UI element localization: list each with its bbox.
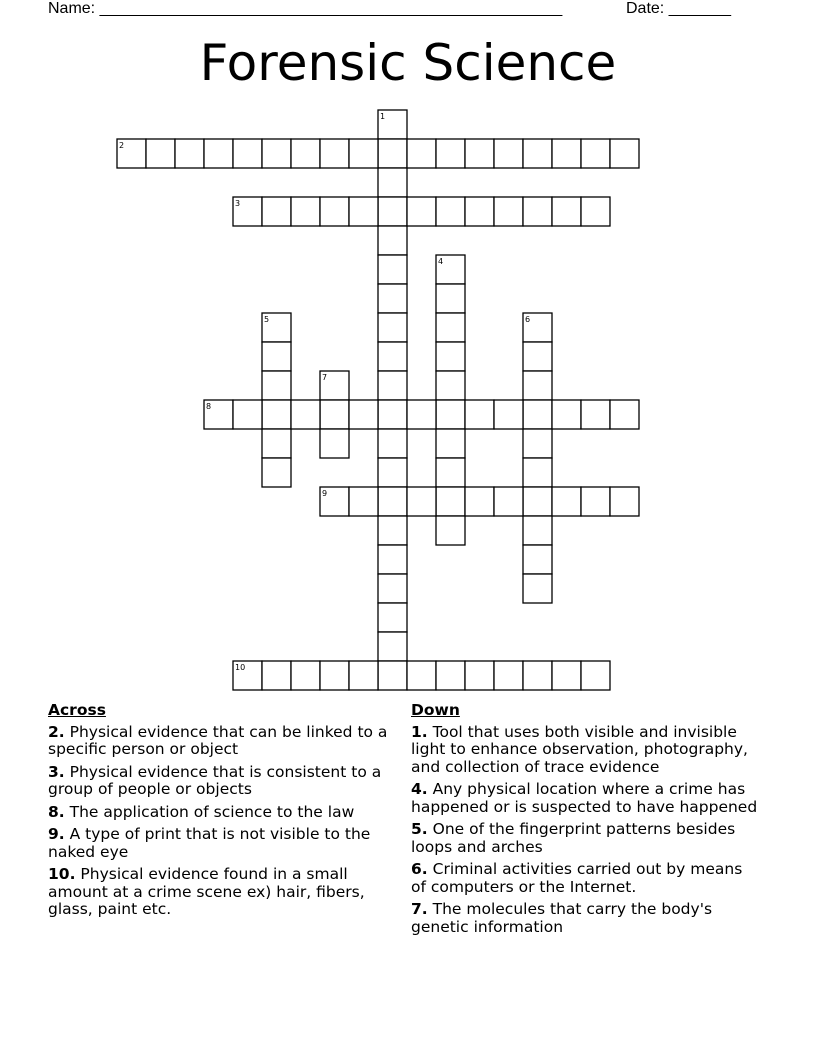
grid-cell[interactable] xyxy=(436,487,465,516)
grid-cell[interactable] xyxy=(436,458,465,487)
grid-cell[interactable] xyxy=(349,400,378,429)
grid-cell[interactable] xyxy=(262,342,291,371)
cell-number: 7 xyxy=(322,373,328,382)
cell-number: 5 xyxy=(264,315,270,324)
grid-cell[interactable] xyxy=(581,197,610,226)
grid-cell[interactable] xyxy=(523,574,552,603)
grid-cell[interactable] xyxy=(262,139,291,168)
grid-cell[interactable] xyxy=(378,284,407,313)
grid-cell[interactable] xyxy=(320,429,349,458)
grid-cell[interactable] xyxy=(407,487,436,516)
grid-cell[interactable] xyxy=(523,342,552,371)
grid-cell[interactable] xyxy=(291,661,320,690)
grid-cell[interactable] xyxy=(610,400,639,429)
grid-cell[interactable] xyxy=(378,487,407,516)
grid-cell[interactable] xyxy=(407,139,436,168)
grid-cell[interactable] xyxy=(523,197,552,226)
grid-cell[interactable] xyxy=(262,371,291,400)
grid-cell[interactable] xyxy=(378,313,407,342)
grid-cell[interactable] xyxy=(523,371,552,400)
clue-item: 3. Physical evidence that is consistent to a group of people or objects xyxy=(48,762,382,798)
cell-number: 8 xyxy=(206,402,212,411)
grid-cell[interactable] xyxy=(494,400,523,429)
grid-cell[interactable] xyxy=(320,197,349,226)
grid-cell[interactable] xyxy=(407,197,436,226)
grid-cell[interactable] xyxy=(465,661,494,690)
grid-cell[interactable] xyxy=(407,661,436,690)
clue-item: 5. One of the fingerprint patterns besides loops and arches xyxy=(411,820,736,856)
grid-cell[interactable] xyxy=(146,139,175,168)
clue-item: 8. The application of science to the law xyxy=(48,802,355,821)
grid-cell[interactable] xyxy=(465,197,494,226)
grid-cell[interactable] xyxy=(262,197,291,226)
grid-cell[interactable] xyxy=(175,139,204,168)
grid-cell[interactable] xyxy=(465,400,494,429)
grid-cell[interactable] xyxy=(523,139,552,168)
clue-item: 1. Tool that uses both visible and invisible light to enhance observation, photography, and collection of trace evidence xyxy=(411,722,748,776)
grid-cell[interactable] xyxy=(436,661,465,690)
grid-cell[interactable] xyxy=(262,661,291,690)
grid-cell[interactable] xyxy=(262,458,291,487)
grid-cell[interactable] xyxy=(378,661,407,690)
grid-cell[interactable] xyxy=(204,139,233,168)
across-heading: Across xyxy=(48,701,106,719)
grid-cell[interactable] xyxy=(378,429,407,458)
grid-cell[interactable] xyxy=(581,661,610,690)
grid-cell[interactable] xyxy=(378,545,407,574)
grid-cell[interactable] xyxy=(523,516,552,545)
grid-cell[interactable] xyxy=(436,284,465,313)
grid-cell[interactable] xyxy=(494,487,523,516)
cell-number: 3 xyxy=(235,199,241,208)
clue-item: 6. Criminal activities carried out by means of computers or the Internet. xyxy=(411,860,743,896)
grid-cell[interactable] xyxy=(378,400,407,429)
grid-cell[interactable] xyxy=(262,429,291,458)
grid-cell[interactable] xyxy=(262,400,291,429)
cell-number: 1 xyxy=(380,112,386,121)
grid-cell[interactable] xyxy=(436,429,465,458)
grid-cell[interactable] xyxy=(436,342,465,371)
grid-cell[interactable] xyxy=(320,139,349,168)
cell-number: 10 xyxy=(235,663,246,672)
grid-cell[interactable] xyxy=(320,661,349,690)
grid-cell[interactable] xyxy=(581,487,610,516)
down-heading: Down xyxy=(411,701,460,719)
grid-cell[interactable] xyxy=(378,197,407,226)
grid-cell[interactable] xyxy=(349,139,378,168)
grid-cell[interactable] xyxy=(378,516,407,545)
grid-cell[interactable] xyxy=(378,342,407,371)
grid-cell[interactable] xyxy=(552,139,581,168)
clue-item: 7. The molecules that carry the body's genetic information xyxy=(411,900,713,936)
grid-cell[interactable] xyxy=(465,487,494,516)
grid-cell[interactable] xyxy=(552,487,581,516)
grid-cell[interactable] xyxy=(378,603,407,632)
grid-cell[interactable] xyxy=(436,139,465,168)
down-clues xyxy=(411,702,761,941)
name-field-label[interactable]: Name: ____________________________________________________ xyxy=(48,0,563,17)
grid-cell[interactable] xyxy=(407,400,436,429)
grid-cell[interactable] xyxy=(378,255,407,284)
grid-cell[interactable] xyxy=(349,661,378,690)
across-clues xyxy=(48,702,393,924)
grid-cell[interactable] xyxy=(523,661,552,690)
grid-cell[interactable] xyxy=(523,487,552,516)
cell-number: 6 xyxy=(525,315,531,324)
grid-cell[interactable] xyxy=(581,139,610,168)
cell-number: 2 xyxy=(119,141,125,150)
page-title: Forensic Science xyxy=(199,34,617,92)
grid-cell[interactable] xyxy=(378,458,407,487)
grid-cell[interactable] xyxy=(436,197,465,226)
grid-cell[interactable] xyxy=(610,487,639,516)
grid-cell[interactable] xyxy=(378,168,407,197)
grid-cell[interactable] xyxy=(552,197,581,226)
grid-cell[interactable] xyxy=(233,139,262,168)
grid-cell[interactable] xyxy=(523,400,552,429)
grid-cell[interactable] xyxy=(494,661,523,690)
grid-cell[interactable] xyxy=(494,197,523,226)
clue-item: 10. Physical evidence found in a small amount at a crime scene ex) hair, fibers, glass, paint etc. xyxy=(48,865,365,918)
grid-cell[interactable] xyxy=(523,458,552,487)
date-field-label[interactable]: Date: _______ xyxy=(626,0,731,17)
grid-cell[interactable] xyxy=(436,313,465,342)
grid-cell[interactable] xyxy=(465,139,494,168)
grid-cell[interactable] xyxy=(552,661,581,690)
grid-cell[interactable] xyxy=(436,371,465,400)
grid-cell[interactable] xyxy=(436,400,465,429)
grid-cell[interactable] xyxy=(523,429,552,458)
grid-cell[interactable] xyxy=(233,400,262,429)
grid-cell[interactable] xyxy=(378,226,407,255)
grid-cell[interactable] xyxy=(291,139,320,168)
grid-cell[interactable] xyxy=(378,139,407,168)
grid-cell[interactable] xyxy=(378,371,407,400)
cell-number: 9 xyxy=(322,489,328,498)
grid-cell[interactable] xyxy=(552,400,581,429)
clue-item: 9. A type of print that is not visible to the naked eye xyxy=(48,825,371,861)
grid-cell[interactable] xyxy=(320,400,349,429)
grid-cell[interactable] xyxy=(494,139,523,168)
grid-cell[interactable] xyxy=(378,574,407,603)
grid-cell[interactable] xyxy=(291,400,320,429)
grid-cell[interactable] xyxy=(378,632,407,661)
grid-cell[interactable] xyxy=(436,516,465,545)
cell-number: 4 xyxy=(438,257,444,266)
grid-cell[interactable] xyxy=(523,545,552,574)
grid-cell[interactable] xyxy=(581,400,610,429)
clue-item: 4. Any physical location where a crime has happened or is suspected to have happened xyxy=(411,780,758,816)
clue-item: 2. Physical evidence that can be linked to a specific person or object xyxy=(48,722,388,758)
grid-cell[interactable] xyxy=(349,197,378,226)
grid-cell[interactable] xyxy=(610,139,639,168)
grid-cell[interactable] xyxy=(291,197,320,226)
grid-cell[interactable] xyxy=(349,487,378,516)
